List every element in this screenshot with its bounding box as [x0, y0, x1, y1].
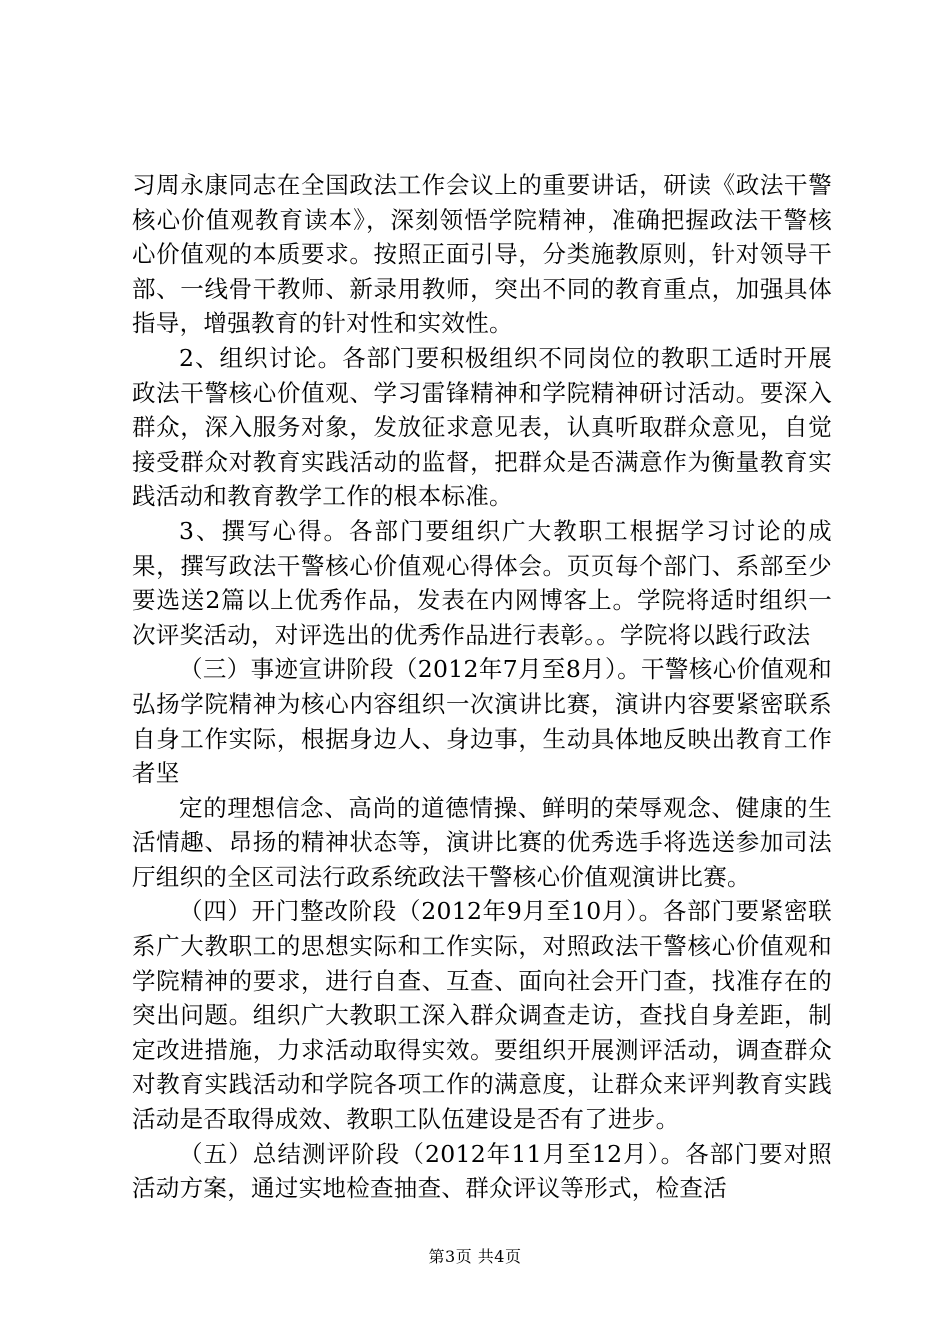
- body-text: [132, 168, 832, 1206]
- paragraph-2: 2、组织讨论。各部门要积极组织不同岗位的教职工适时开展政法干警核心价值观、学习雷锋精神和学院精神研讨活动。要深入群众，深入服务对象，发放征求意见表，认真听取群众意见，自觉接受群众对教育实践活动的监督，把群众是否满意作为衡量教育实践活动和教育教学工作的根本标准。: [132, 343, 832, 511]
- paragraph-4: （三）事迹宣讲阶段（2012年7月至8月）。干警核心价值观和弘扬学院精神为核心内容组织一次演讲比赛，演讲内容要紧密联系自身工作实际，根据身边人、身边事，生动具体地反映出教育工作者坚: [132, 655, 832, 788]
- paragraph-5: 定的理想信念、高尚的道德情操、鲜明的荣辱观念、健康的生活情趣、昂扬的精神状态等，演讲比赛的优秀选手将选送参加司法厅组织的全区司法行政系统政法干警核心价值观演讲比赛。: [132, 793, 832, 891]
- paragraph-7: （五）总结测评阶段（2012年11月至12月）。各部门要对照活动方案，通过实地检查抽查、群众评议等形式，检查活: [132, 1139, 832, 1203]
- paragraph-3: 3、撰写心得。各部门要组织广大教职工根据学习讨论的成果，撰写政法干警核心价值观心得体会。页页每个部门、系部至少要选送2篇以上优秀作品，发表在内网博客上。学院将适时组织一次评奖活动，对评选出的优秀作品进行表彰。。学院将以践行政法: [132, 516, 832, 649]
- page-number-footer: 第3页 共4页: [428, 1247, 522, 1266]
- paragraph-6: （四）开门整改阶段（2012年9月至10月）。各部门要紧密联系广大教职工的思想实际和工作实际，对照政法干警核心价值观和学院精神的要求，进行自查、互查、面向社会开门查，找准存在的突出问题。组织广大教职工深入群众调查走访，查找自身差距，制定改进措施，力求活动取得实效。要组织开展测评活动，调查群众对教育实践活动和学院各项工作的满意度，让群众来评判教育实践活动是否取得成效、教职工队伍建设是否有了进步。: [132, 897, 832, 1134]
- paragraph-1: 习周永康同志在全国政法工作会议上的重要讲话，研读《政法干警核心价值观教育读本》，深刻领悟学院精神，准确把握政法干警核心价值观的本质要求。按照正面引导，分类施教原则，针对领导干部、一线骨干教师、新录用教师，突出不同的教育重点，加强具体指导，增强教育的针对性和实效性。: [132, 171, 832, 338]
